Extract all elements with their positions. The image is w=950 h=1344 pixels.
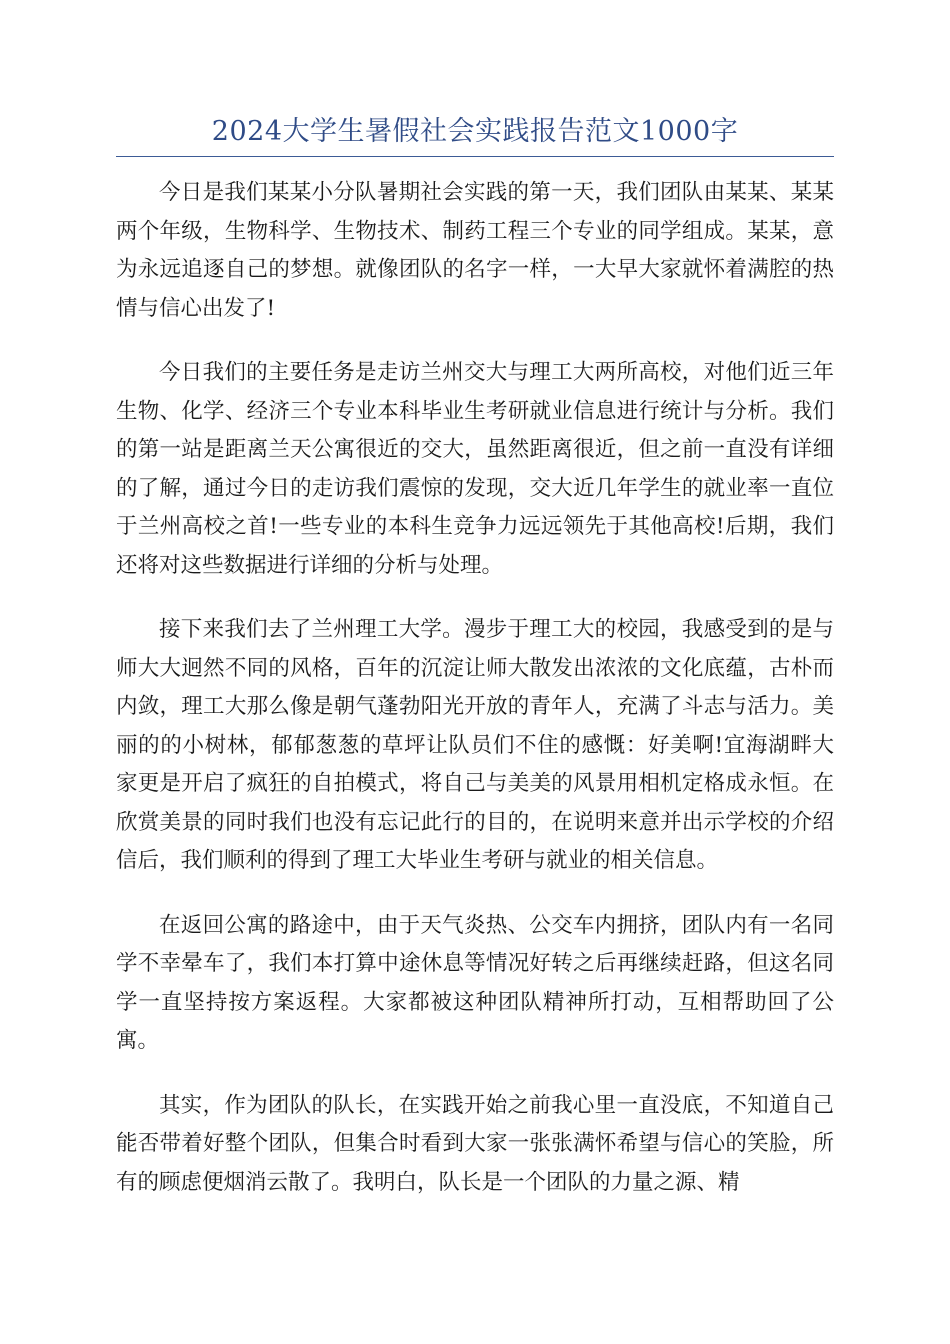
document-title: 2024大学生暑假社会实践报告范文1000字 bbox=[211, 116, 739, 147]
paragraph-5: 其实，作为团队的队长，在实践开始之前我心里一直没底，不知道自己能否带着好整个团队，但集合时看到大家一张张满怀希望与信心的笑脸，所有的顾虑便烟消云散了。我明白，队长是一个团队的力量之源、精 bbox=[116, 1092, 834, 1195]
title-block bbox=[116, 112, 834, 157]
document-body bbox=[116, 174, 834, 1228]
paragraph-3: 接下来我们去了兰州理工大学。漫步于理工大的校园，我感受到的是与师大大迥然不同的风格，百年的沉淀让师大散发出浓浓的文化底蕴，古朴而内敛，理工大那么像是朝气蓬勃阳光开放的青年人，充满了斗志与活力。美丽的的小树林，郁郁葱葱的草坪让队员们不住的感慨：好美啊!宜海湖畔大家更是开启了疯狂的自拍模式，将自己与美美的风景用相机定格成永恒。在欣赏美景的同时我们也没有忘记此行的目的，在说明来意并出示学校的介绍信后，我们顺利的得到了理工大毕业生考研与就业的相关信息。 bbox=[116, 617, 834, 873]
paragraph-2: 今日我们的主要任务是走访兰州交大与理工大两所高校，对他们近三年生物、化学、经济三个专业本科毕业生考研就业信息进行统计与分析。我们的第一站是距离兰天公寓很近的交大，虽然距离很近，但之前一直没有详细的了解，通过今日的走访我们震惊的发现，交大近几年学生的就业率一直位于兰州高校之首!一些专业的本科生竞争力远远领先于其他高校!后期，我们还将对这些数据进行详细的分析与处理。 bbox=[116, 360, 834, 578]
paragraph-1: 今日是我们某某小分队暑期社会实践的第一天，我们团队由某某、某某两个年级，生物科学、生物技术、制药工程三个专业的同学组成。某某，意为永远追逐自己的梦想。就像团队的名字一样，一大早大家就怀着满腔的热情与信心出发了! bbox=[116, 180, 834, 321]
paragraph-4: 在返回公寓的路途中，由于天气炎热、公交车内拥挤，团队内有一名同学不幸晕车了，我们本打算中途休息等情况好转之后再继续赶路，但这名同学一直坚持按方案返程。大家都被这种团队精神所打动，互相帮助回了公寓。 bbox=[116, 912, 834, 1053]
